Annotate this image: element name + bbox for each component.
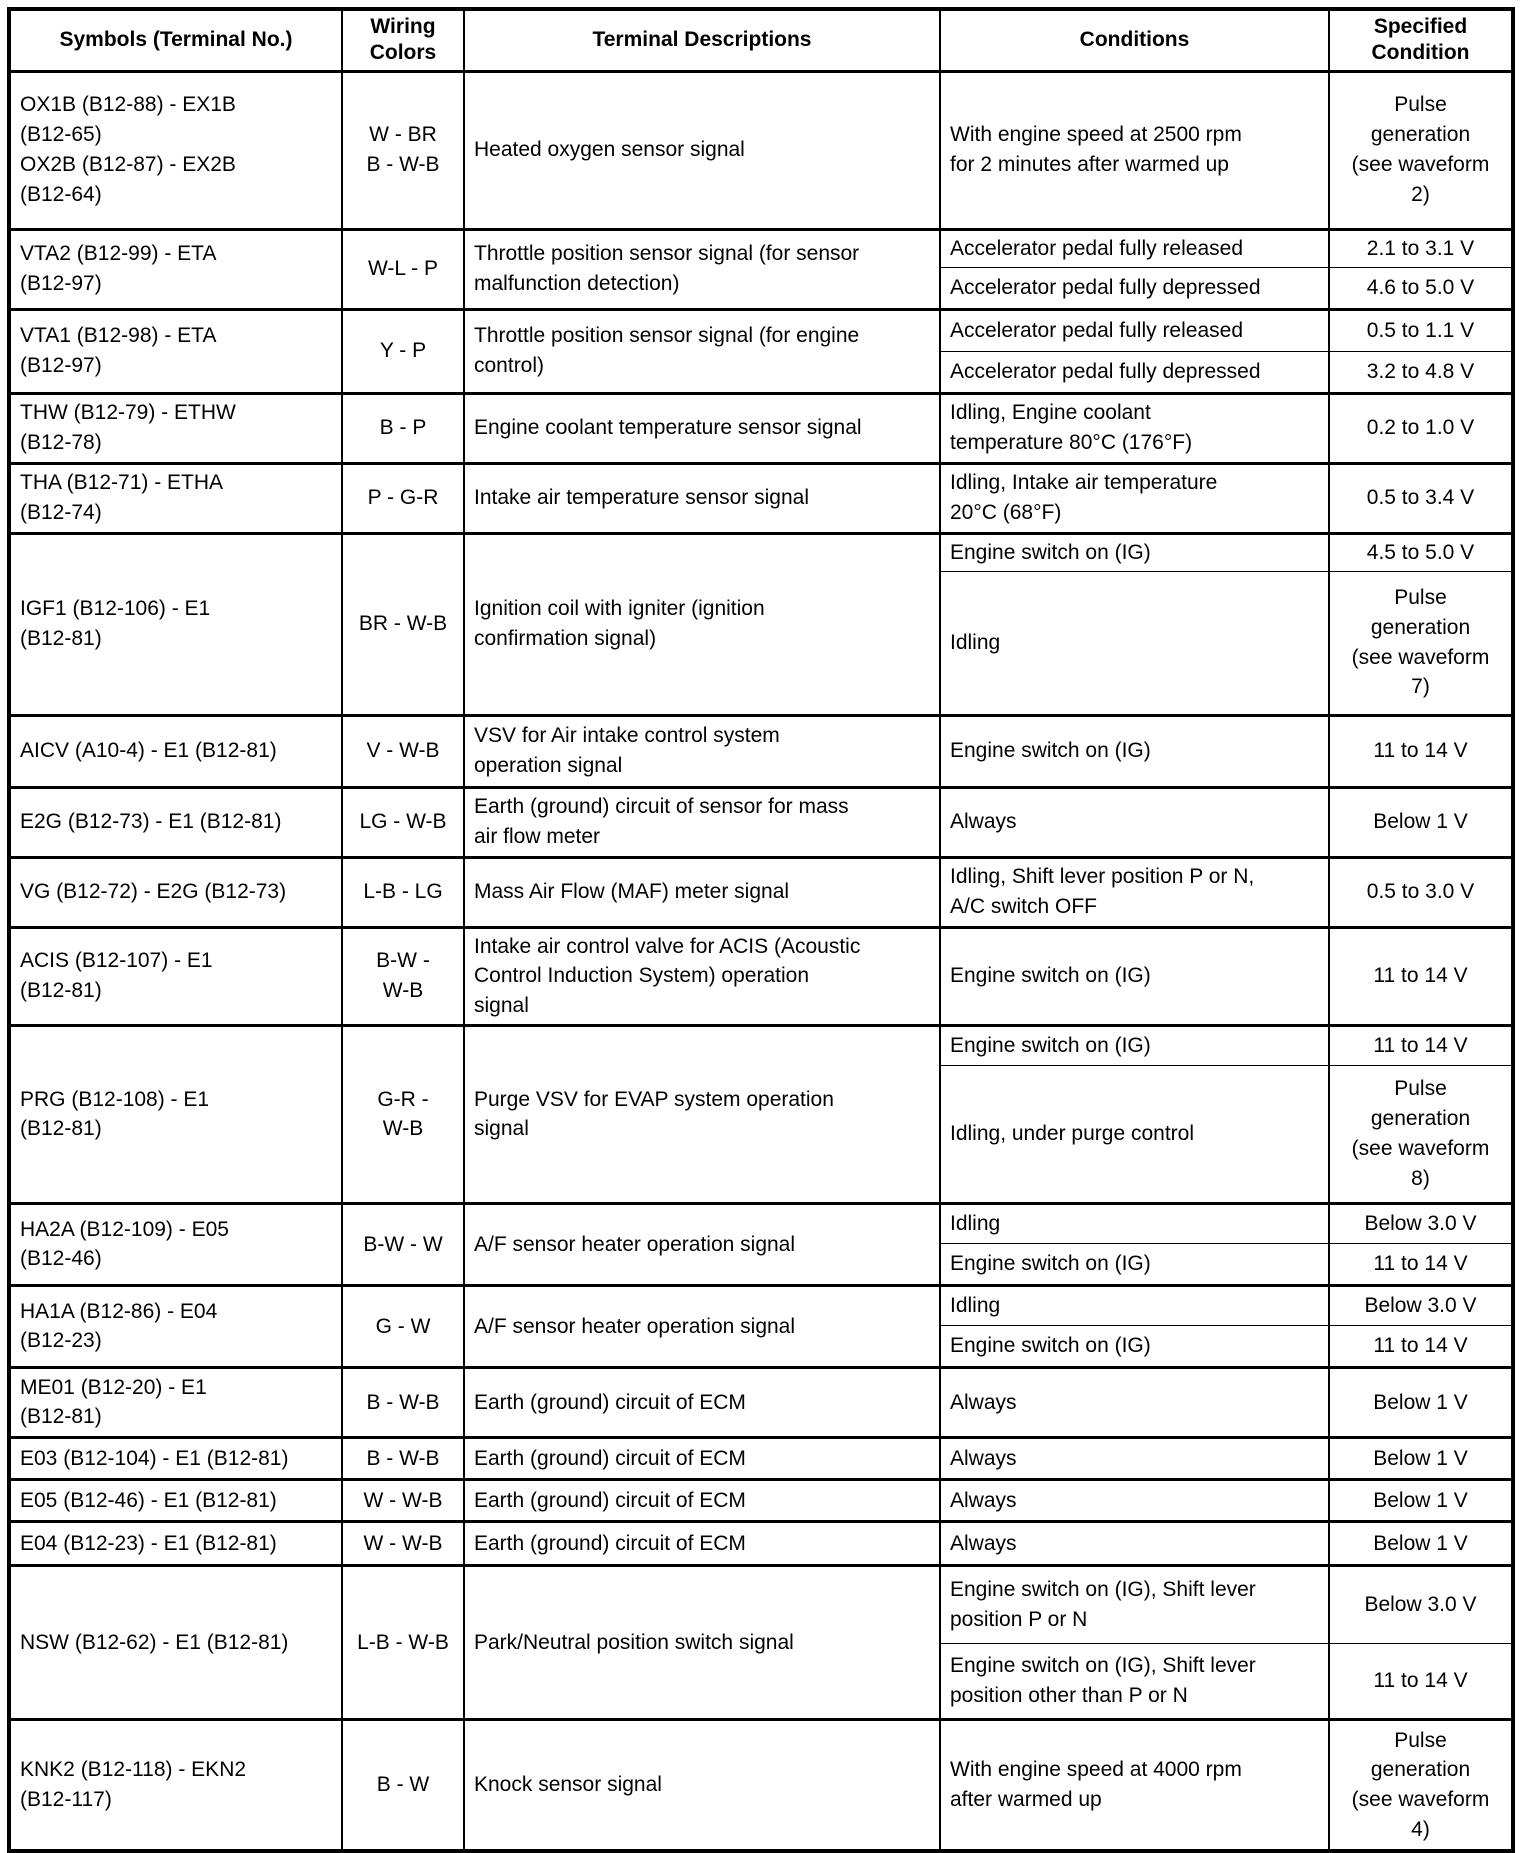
wiring-colors-cell: LG - W-B bbox=[342, 787, 464, 857]
description-cell: Throttle position sensor signal (for engine control) bbox=[464, 309, 940, 393]
table-row bbox=[9, 927, 1513, 1025]
symbol-cell: ME01 (B12-20) - E1 (B12-81) bbox=[9, 1367, 342, 1437]
condition-cell: Idling, Intake air temperature 20°C (68°F) bbox=[940, 463, 1329, 533]
description-cell: Earth (ground) circuit of ECM bbox=[464, 1367, 940, 1437]
wiring-colors-cell: W - W-B bbox=[342, 1521, 464, 1565]
table-row bbox=[9, 1285, 1513, 1325]
specified-condition-cell: Pulse generation (see waveform 8) bbox=[1329, 1065, 1513, 1203]
table-row bbox=[9, 1025, 1513, 1065]
description-cell: Ignition coil with igniter (ignition confirmation signal) bbox=[464, 533, 940, 715]
table-row bbox=[9, 533, 1513, 571]
table-row bbox=[9, 1565, 1513, 1643]
condition-cell: Engine switch on (IG) bbox=[940, 1025, 1329, 1065]
terminal-table bbox=[7, 7, 1515, 1853]
wiring-colors-cell: L-B - LG bbox=[342, 857, 464, 927]
symbol-cell: THA (B12-71) - ETHA (B12-74) bbox=[9, 463, 342, 533]
description-cell: Mass Air Flow (MAF) meter signal bbox=[464, 857, 940, 927]
specified-condition-cell: 0.5 to 3.0 V bbox=[1329, 857, 1513, 927]
wiring-colors-cell: W - W-B bbox=[342, 1479, 464, 1521]
table-row bbox=[9, 1521, 1513, 1565]
specified-condition-cell: 11 to 14 V bbox=[1329, 1025, 1513, 1065]
condition-cell: Engine switch on (IG) bbox=[940, 533, 1329, 571]
condition-cell: Engine switch on (IG) bbox=[940, 1325, 1329, 1367]
specified-condition-cell: 4.5 to 5.0 V bbox=[1329, 533, 1513, 571]
wiring-colors-cell: W-L - P bbox=[342, 229, 464, 309]
symbol-cell: AICV (A10-4) - E1 (B12-81) bbox=[9, 715, 342, 787]
specified-condition-cell: Below 1 V bbox=[1329, 1367, 1513, 1437]
description-cell: A/F sensor heater operation signal bbox=[464, 1203, 940, 1285]
condition-cell: Idling bbox=[940, 571, 1329, 715]
wiring-colors-cell: G-R - W-B bbox=[342, 1025, 464, 1203]
col-header-conditions: Conditions bbox=[940, 9, 1329, 71]
description-cell: Earth (ground) circuit of ECM bbox=[464, 1437, 940, 1479]
wiring-colors-cell: B - W bbox=[342, 1719, 464, 1851]
specified-condition-cell: 11 to 14 V bbox=[1329, 927, 1513, 1025]
symbol-cell: VG (B12-72) - E2G (B12-73) bbox=[9, 857, 342, 927]
condition-cell: Engine switch on (IG) bbox=[940, 1243, 1329, 1285]
symbol-cell: PRG (B12-108) - E1 (B12-81) bbox=[9, 1025, 342, 1203]
description-cell: A/F sensor heater operation signal bbox=[464, 1285, 940, 1367]
specified-condition-cell: Below 1 V bbox=[1329, 787, 1513, 857]
col-header-wiring-colors: Wiring Colors bbox=[342, 9, 464, 71]
table-row bbox=[9, 229, 1513, 267]
description-cell: Heated oxygen sensor signal bbox=[464, 71, 940, 229]
specified-condition-cell: Below 1 V bbox=[1329, 1479, 1513, 1521]
specified-condition-cell: Pulse generation (see waveform 7) bbox=[1329, 571, 1513, 715]
wiring-colors-cell: Y - P bbox=[342, 309, 464, 393]
condition-cell: Engine switch on (IG), Shift lever position other than P or N bbox=[940, 1643, 1329, 1719]
table-row bbox=[9, 463, 1513, 533]
wiring-colors-cell: B - W-B bbox=[342, 1367, 464, 1437]
specified-condition-cell: Below 1 V bbox=[1329, 1521, 1513, 1565]
specified-condition-cell: Below 3.0 V bbox=[1329, 1203, 1513, 1243]
wiring-colors-cell: B-W - W-B bbox=[342, 927, 464, 1025]
symbol-cell: NSW (B12-62) - E1 (B12-81) bbox=[9, 1565, 342, 1719]
description-cell: Knock sensor signal bbox=[464, 1719, 940, 1851]
wiring-colors-cell: B - P bbox=[342, 393, 464, 463]
table-row bbox=[9, 1479, 1513, 1521]
wiring-colors-cell: G - W bbox=[342, 1285, 464, 1367]
specified-condition-cell: 0.2 to 1.0 V bbox=[1329, 393, 1513, 463]
symbol-cell: IGF1 (B12-106) - E1 (B12-81) bbox=[9, 533, 342, 715]
specified-condition-cell: 0.5 to 3.4 V bbox=[1329, 463, 1513, 533]
description-cell: Intake air temperature sensor signal bbox=[464, 463, 940, 533]
symbol-cell: VTA2 (B12-99) - ETA (B12-97) bbox=[9, 229, 342, 309]
specified-condition-cell: Below 3.0 V bbox=[1329, 1285, 1513, 1325]
condition-cell: Idling bbox=[940, 1285, 1329, 1325]
condition-cell: Engine switch on (IG), Shift lever position P or N bbox=[940, 1565, 1329, 1643]
description-cell: Purge VSV for EVAP system operation signal bbox=[464, 1025, 940, 1203]
specified-condition-cell: Below 1 V bbox=[1329, 1437, 1513, 1479]
header-row bbox=[9, 9, 1513, 71]
description-cell: Throttle position sensor signal (for sensor malfunction detection) bbox=[464, 229, 940, 309]
table-row bbox=[9, 857, 1513, 927]
description-cell: Earth (ground) circuit of ECM bbox=[464, 1479, 940, 1521]
col-header-symbols: Symbols (Terminal No.) bbox=[9, 9, 342, 71]
condition-cell: Always bbox=[940, 1521, 1329, 1565]
table-row bbox=[9, 1437, 1513, 1479]
condition-cell: Idling, Shift lever position P or N, A/C switch OFF bbox=[940, 857, 1329, 927]
condition-cell: Accelerator pedal fully depressed bbox=[940, 351, 1329, 393]
table-row bbox=[9, 393, 1513, 463]
wiring-colors-cell: L-B - W-B bbox=[342, 1565, 464, 1719]
symbol-cell: HA1A (B12-86) - E04 (B12-23) bbox=[9, 1285, 342, 1367]
wiring-colors-cell: V - W-B bbox=[342, 715, 464, 787]
table-row bbox=[9, 1719, 1513, 1851]
condition-cell: Always bbox=[940, 1479, 1329, 1521]
table-row bbox=[9, 71, 1513, 229]
condition-cell: Accelerator pedal fully depressed bbox=[940, 267, 1329, 309]
condition-cell: Accelerator pedal fully released bbox=[940, 309, 1329, 351]
symbol-cell: E04 (B12-23) - E1 (B12-81) bbox=[9, 1521, 342, 1565]
wiring-colors-cell: BR - W-B bbox=[342, 533, 464, 715]
symbol-cell: HA2A (B12-109) - E05 (B12-46) bbox=[9, 1203, 342, 1285]
table-row bbox=[9, 309, 1513, 351]
condition-cell: Engine switch on (IG) bbox=[940, 927, 1329, 1025]
condition-cell: Always bbox=[940, 787, 1329, 857]
specified-condition-cell: 11 to 14 V bbox=[1329, 1243, 1513, 1285]
table-row bbox=[9, 715, 1513, 787]
description-cell: Earth (ground) circuit of sensor for mass air flow meter bbox=[464, 787, 940, 857]
specified-condition-cell: 3.2 to 4.8 V bbox=[1329, 351, 1513, 393]
symbol-cell: E2G (B12-73) - E1 (B12-81) bbox=[9, 787, 342, 857]
description-cell: Intake air control valve for ACIS (Acoustic Control Induction System) operation signal bbox=[464, 927, 940, 1025]
condition-cell: Engine switch on (IG) bbox=[940, 715, 1329, 787]
specified-condition-cell: 4.6 to 5.0 V bbox=[1329, 267, 1513, 309]
description-cell: VSV for Air intake control system operation signal bbox=[464, 715, 940, 787]
symbol-cell: THW (B12-79) - ETHW (B12-78) bbox=[9, 393, 342, 463]
condition-cell: Always bbox=[940, 1437, 1329, 1479]
description-cell: Engine coolant temperature sensor signal bbox=[464, 393, 940, 463]
col-header-specified-condition: Specified Condition bbox=[1329, 9, 1513, 71]
description-cell: Park/Neutral position switch signal bbox=[464, 1565, 940, 1719]
specified-condition-cell: Pulse generation (see waveform 4) bbox=[1329, 1719, 1513, 1851]
symbol-cell: OX1B (B12-88) - EX1B (B12-65) OX2B (B12-87) - EX2B (B12-64) bbox=[9, 71, 342, 229]
symbol-cell: KNK2 (B12-118) - EKN2 (B12-117) bbox=[9, 1719, 342, 1851]
description-cell: Earth (ground) circuit of ECM bbox=[464, 1521, 940, 1565]
specified-condition-cell: 11 to 14 V bbox=[1329, 715, 1513, 787]
specified-condition-cell: 11 to 14 V bbox=[1329, 1643, 1513, 1719]
condition-cell: With engine speed at 2500 rpm for 2 minutes after warmed up bbox=[940, 71, 1329, 229]
symbol-cell: E03 (B12-104) - E1 (B12-81) bbox=[9, 1437, 342, 1479]
table-row bbox=[9, 787, 1513, 857]
col-header-terminal-descriptions: Terminal Descriptions bbox=[464, 9, 940, 71]
condition-cell: Idling bbox=[940, 1203, 1329, 1243]
wiring-colors-cell: W - BR B - W-B bbox=[342, 71, 464, 229]
specified-condition-cell: 0.5 to 1.1 V bbox=[1329, 309, 1513, 351]
condition-cell: Idling, Engine coolant temperature 80°C (176°F) bbox=[940, 393, 1329, 463]
symbol-cell: ACIS (B12-107) - E1 (B12-81) bbox=[9, 927, 342, 1025]
table-row bbox=[9, 1203, 1513, 1243]
wiring-colors-cell: B - W-B bbox=[342, 1437, 464, 1479]
wiring-colors-cell: P - G-R bbox=[342, 463, 464, 533]
condition-cell: Accelerator pedal fully released bbox=[940, 229, 1329, 267]
condition-cell: Idling, under purge control bbox=[940, 1065, 1329, 1203]
specified-condition-cell: Pulse generation (see waveform 2) bbox=[1329, 71, 1513, 229]
table-row bbox=[9, 1367, 1513, 1437]
wiring-colors-cell: B-W - W bbox=[342, 1203, 464, 1285]
condition-cell: With engine speed at 4000 rpm after warmed up bbox=[940, 1719, 1329, 1851]
symbol-cell: E05 (B12-46) - E1 (B12-81) bbox=[9, 1479, 342, 1521]
specified-condition-cell: Below 3.0 V bbox=[1329, 1565, 1513, 1643]
specified-condition-cell: 11 to 14 V bbox=[1329, 1325, 1513, 1367]
symbol-cell: VTA1 (B12-98) - ETA (B12-97) bbox=[9, 309, 342, 393]
specified-condition-cell: 2.1 to 3.1 V bbox=[1329, 229, 1513, 267]
condition-cell: Always bbox=[940, 1367, 1329, 1437]
